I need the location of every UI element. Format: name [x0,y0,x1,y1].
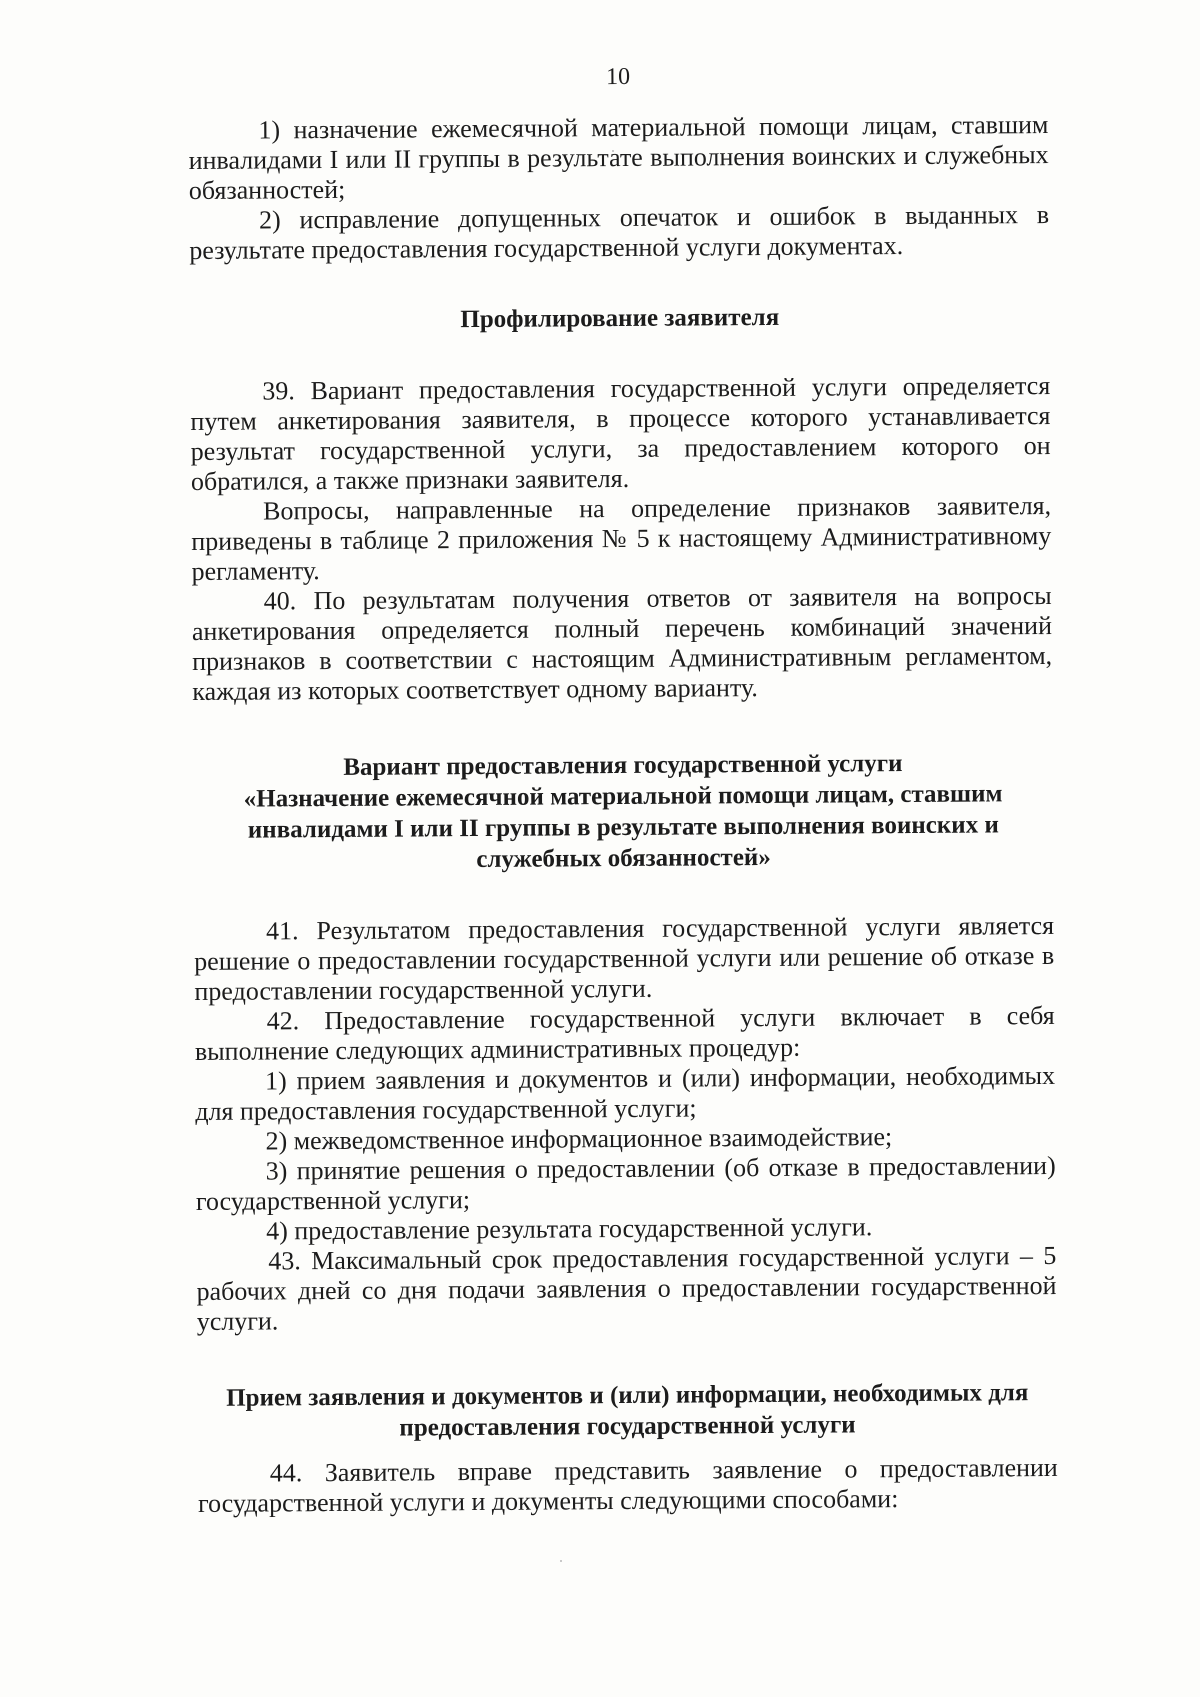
procedure-item: 1) прием заявления и документов и (или) информации, необходимых для предоставления государственной услуги; [195,1060,1056,1126]
paragraph-39: 39. Вариант предоставления государственной услуги определяется путем анкетирования заявителя, в процессе которого устанавливается результат государственной услуги, за предоставлением которого он обратился, а также признаки заявителя. [190,370,1051,496]
section-heading-profiling: Профилирование заявителя [460,303,780,334]
page-number: 10 [605,63,631,91]
procedure-item: 4) предоставление результата государственной услуги. [266,1212,873,1246]
procedure-item: 2) межведомственное информационное взаимодействие; [265,1122,893,1156]
paragraph-42: 42. Предоставление государственной услуги включает в себя выполнение следующих административных процедур: [194,1000,1055,1066]
document-body [188,60,1058,1519]
scan-speck [560,1560,562,1562]
paragraph-39-questions: Вопросы, направленные на определение признаков заявителя, приведены в таблице 2 приложения № 5 к настоящему Административному регламенту. [191,490,1052,586]
section-heading-reception: Прием заявления и документов и (или) информации, необходимых для предоставления государственной услуги [226,1379,1029,1442]
paragraph-44: 44. Заявитель вправе представить заявление о предоставлении государственной услуги и документы следующими способами: [197,1452,1058,1518]
procedure-item: 3) принятие решения о предоставлении (об отказе в предоставлении) государственной услуги; [195,1150,1056,1216]
paragraph-40: 40. По результатам получения ответов от заявителя на вопросы анкетирования определяется полный перечень комбинаций значений признаков в соответствии с настоящим Административным регламентом, каждая из которых соответствует одному варианту. [191,580,1053,706]
paragraph-43: 43. Максимальный срок предоставления государственной услуги – 5 рабочих дней со дня подачи заявления о предоставлении государственной услуги. [196,1240,1057,1336]
section-heading-variant-title: «Назначение ежемесячной материальной помощи лицам, ставшим инвалидами I или II группы в результате выполнения воинских и служебных обязанностей» [243,780,1003,874]
section-heading-variant: Вариант предоставления государственной услуги [343,750,903,781]
list-item: 1) назначение ежемесячной материальной помощи лицам, ставшим инвалидами I или II группы в результате выполнения воинских и служебных обязанностей; [188,109,1049,205]
list-item: 2) исправление допущенных опечаток и ошибок в выданных в результате предоставления государственной услуги документах. [189,199,1050,265]
paragraph-41: 41. Результатом предоставления государственной услуги является решение о предоставлении государственной услуги или решение об отказе в предоставлении государственной услуги. [194,910,1055,1006]
